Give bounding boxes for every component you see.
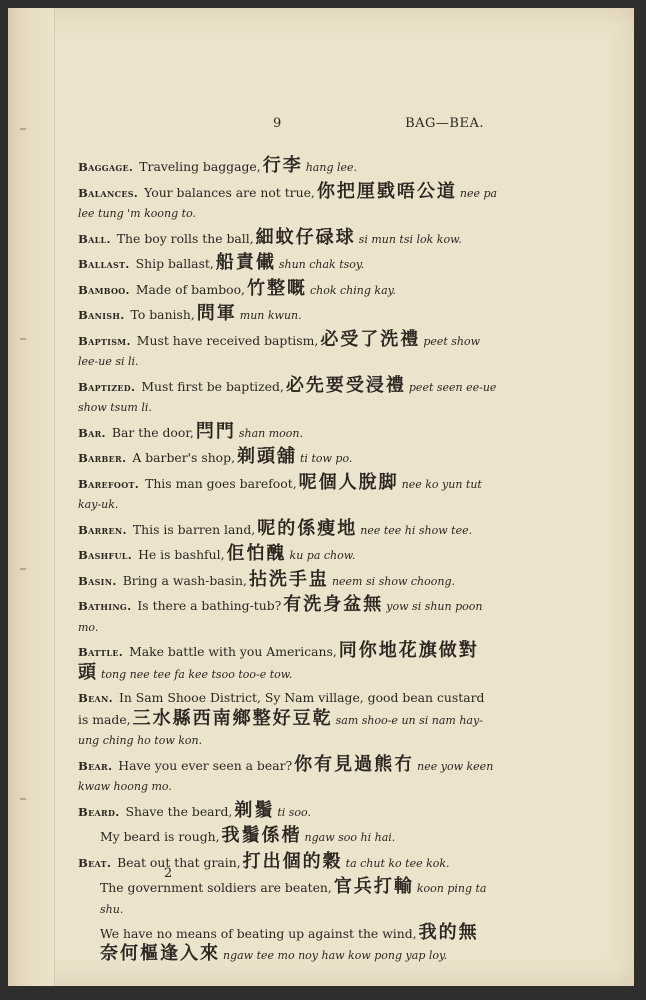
- entry-english: Make battle with you Americans,: [129, 644, 337, 659]
- entry-romanization: nee pa lee tung 'm koong to.: [78, 186, 498, 220]
- dictionary-entry: [78, 182, 498, 224]
- dictionary-entries: [78, 156, 498, 969]
- binding-spine: [8, 8, 55, 986]
- entry-english: In Sam Shooe District, Sy Nam village, good bean custard is made,: [78, 690, 485, 727]
- entry-english: Your balances are not true,: [144, 184, 315, 200]
- entry-headword: Bashful.: [78, 548, 133, 562]
- entry-headword: Barber.: [78, 451, 127, 465]
- entry-headword: Baptized.: [78, 379, 136, 394]
- entry-romanization: peet show lee-ue si li.: [78, 334, 481, 368]
- entry-romanization: nee ko yun tut kay-uk.: [78, 477, 482, 511]
- dictionary-entry: [78, 376, 498, 418]
- stitch-mark: [20, 798, 26, 800]
- entry-english: Bring a wash-basin,: [122, 572, 247, 588]
- entry-english: This man goes barefoot,: [145, 475, 297, 491]
- entry-romanization: nee tee hi show tee.: [360, 523, 473, 537]
- entry-chinese: 有洗身盆無: [283, 594, 384, 615]
- entry-romanization: ti soo.: [277, 805, 311, 819]
- entry-english: Traveling baggage,: [139, 159, 261, 174]
- entry-chinese: 同你地花旗做對頭: [78, 640, 479, 683]
- dictionary-entry: [78, 279, 498, 301]
- entry-chinese: 官兵打輸: [333, 876, 414, 897]
- entry-headword: Beat.: [78, 855, 112, 870]
- entry-english: To banish,: [130, 307, 195, 322]
- entry-english: A barber's shop,: [132, 450, 236, 465]
- entry-headword: Bar.: [78, 425, 106, 440]
- dictionary-entry: [78, 688, 498, 751]
- dictionary-entry: [78, 330, 498, 372]
- entry-english: Shave the beard,: [125, 803, 233, 819]
- entry-headword: Banish.: [78, 308, 125, 322]
- dictionary-entry: [78, 923, 498, 965]
- entry-english: Beat out that grain,: [117, 854, 241, 870]
- entry-chinese: 必先要受浸禮: [285, 374, 406, 396]
- entry-chinese: 剃鬚: [234, 799, 275, 821]
- dictionary-entry: [78, 228, 498, 250]
- entry-english: Have you ever seen a bear?: [118, 757, 293, 773]
- entry-english: Is there a bathing-tub?: [137, 598, 282, 613]
- entry-romanization: ngaw soo hi hai.: [304, 831, 396, 844]
- entry-chinese: 呢的係瘦地: [257, 517, 358, 539]
- entry-chinese: 打出個的穀: [242, 850, 343, 872]
- signature-mark: 2: [164, 866, 173, 881]
- entry-english: The boy rolls the ball,: [116, 230, 254, 246]
- stitch-mark: [20, 568, 26, 570]
- entry-romanization: shun chak tsoy.: [278, 258, 365, 271]
- entry-romanization: nee yow keen kwaw hoong mo.: [78, 759, 494, 793]
- entry-romanization: neem si show choong.: [331, 574, 456, 588]
- entry-chinese: 問軍: [196, 303, 237, 324]
- entry-chinese: 佢怕醜: [226, 543, 287, 564]
- entry-chinese: 必受了洗禮: [320, 328, 421, 350]
- dictionary-entry: [78, 304, 498, 326]
- entry-english: Bar the door,: [111, 424, 194, 440]
- entry-chinese: 拈洗手盅: [248, 568, 329, 590]
- dictionary-entry: [78, 641, 498, 684]
- entry-chinese: 你把厘戥唔公道: [316, 180, 457, 202]
- entry-romanization: mun kwun.: [239, 309, 302, 322]
- dictionary-entry: [78, 156, 498, 178]
- entry-romanization: sam shoo-e un si nam hay-ung ching ho tow kon.: [78, 713, 483, 747]
- entry-chinese: 你有見過熊冇: [294, 753, 415, 775]
- dictionary-entry: [78, 852, 498, 874]
- dictionary-entry: [78, 473, 498, 515]
- entry-chinese: 剃頭舖: [237, 446, 298, 467]
- entry-headword: Baptism.: [78, 333, 131, 348]
- entry-romanization: tong nee tee fa kee tsoo too-e tow.: [101, 667, 293, 681]
- dictionary-entry: [78, 570, 498, 592]
- entry-chinese: 竹整嘅: [246, 277, 307, 299]
- stitch-mark: [20, 338, 26, 340]
- entry-chinese: 行李: [262, 155, 303, 176]
- entry-headword: Bear.: [78, 758, 113, 773]
- entry-chinese: 細蚊仔碌球: [255, 226, 356, 248]
- entry-chinese: 閂門: [195, 420, 236, 442]
- entry-chinese: 我的無奈何樞逢入來: [100, 922, 479, 964]
- entry-chinese: 船責儎: [215, 252, 276, 273]
- entry-chinese: 呢個人脫脚: [298, 471, 399, 493]
- dictionary-entry: [78, 877, 498, 919]
- entry-headword: Bamboo.: [78, 282, 130, 297]
- entry-romanization: ti tow po.: [300, 452, 353, 465]
- entry-romanization: ta chut ko tee kok.: [345, 856, 450, 870]
- entry-romanization: ngaw tee mo noy haw kow pong yap loy.: [223, 948, 448, 962]
- entry-english: Must first be baptized,: [141, 378, 284, 394]
- running-title: BAG—BEA.: [405, 116, 484, 131]
- entry-english: We have no means of beating up against the wind,: [100, 926, 417, 941]
- entry-headword: Baggage.: [78, 160, 134, 174]
- entry-headword: Bean.: [78, 691, 113, 705]
- entry-english: This is barren land,: [132, 521, 256, 537]
- entry-headword: Balances.: [78, 185, 139, 200]
- dictionary-entry: [78, 755, 498, 797]
- entry-english: Must have received baptism,: [136, 332, 319, 348]
- entry-chinese: 我鬚係楷: [221, 825, 302, 846]
- page-header: [8, 116, 634, 140]
- dictionary-entry: [78, 253, 498, 275]
- dictionary-entry: [78, 801, 498, 823]
- entry-romanization: chok ching kay.: [309, 283, 396, 297]
- entry-english: Ship ballast,: [135, 256, 214, 271]
- entry-headword: Barefoot.: [78, 476, 140, 491]
- entry-headword: Ball.: [78, 231, 111, 246]
- dictionary-entry: [78, 595, 498, 637]
- entry-headword: Ballast.: [78, 257, 130, 271]
- entry-english: Made of bamboo,: [135, 281, 245, 297]
- entry-headword: Barren.: [78, 522, 127, 537]
- entry-romanization: shan moon.: [238, 426, 303, 440]
- entry-headword: Basin.: [78, 573, 117, 588]
- dictionary-entry: [78, 519, 498, 541]
- entry-headword: Beard.: [78, 804, 120, 819]
- entry-english: The government soldiers are beaten,: [100, 880, 332, 895]
- dictionary-entry: [78, 544, 498, 566]
- page-number: 9: [273, 116, 282, 131]
- dictionary-entry: [78, 826, 498, 848]
- entry-romanization: ku pa chow.: [289, 549, 356, 562]
- entry-english: He is bashful,: [138, 547, 225, 562]
- entry-romanization: yow si shun poon mo.: [78, 600, 483, 634]
- entry-english: My beard is rough,: [100, 829, 220, 844]
- dictionary-entry: [78, 422, 498, 444]
- entry-chinese: 三水縣西南鄉整好豆乾: [132, 707, 333, 729]
- entry-romanization: peet seen ee-ue show tsum li.: [78, 380, 497, 414]
- entry-romanization: koon ping ta shu.: [100, 882, 487, 916]
- entry-headword: Bathing.: [78, 599, 132, 613]
- entry-romanization: hang lee.: [305, 161, 358, 174]
- dictionary-entry: [78, 447, 498, 469]
- book-page: [8, 8, 634, 986]
- entry-romanization: si mun tsi lok kow.: [358, 232, 462, 246]
- entry-headword: Battle.: [78, 645, 124, 659]
